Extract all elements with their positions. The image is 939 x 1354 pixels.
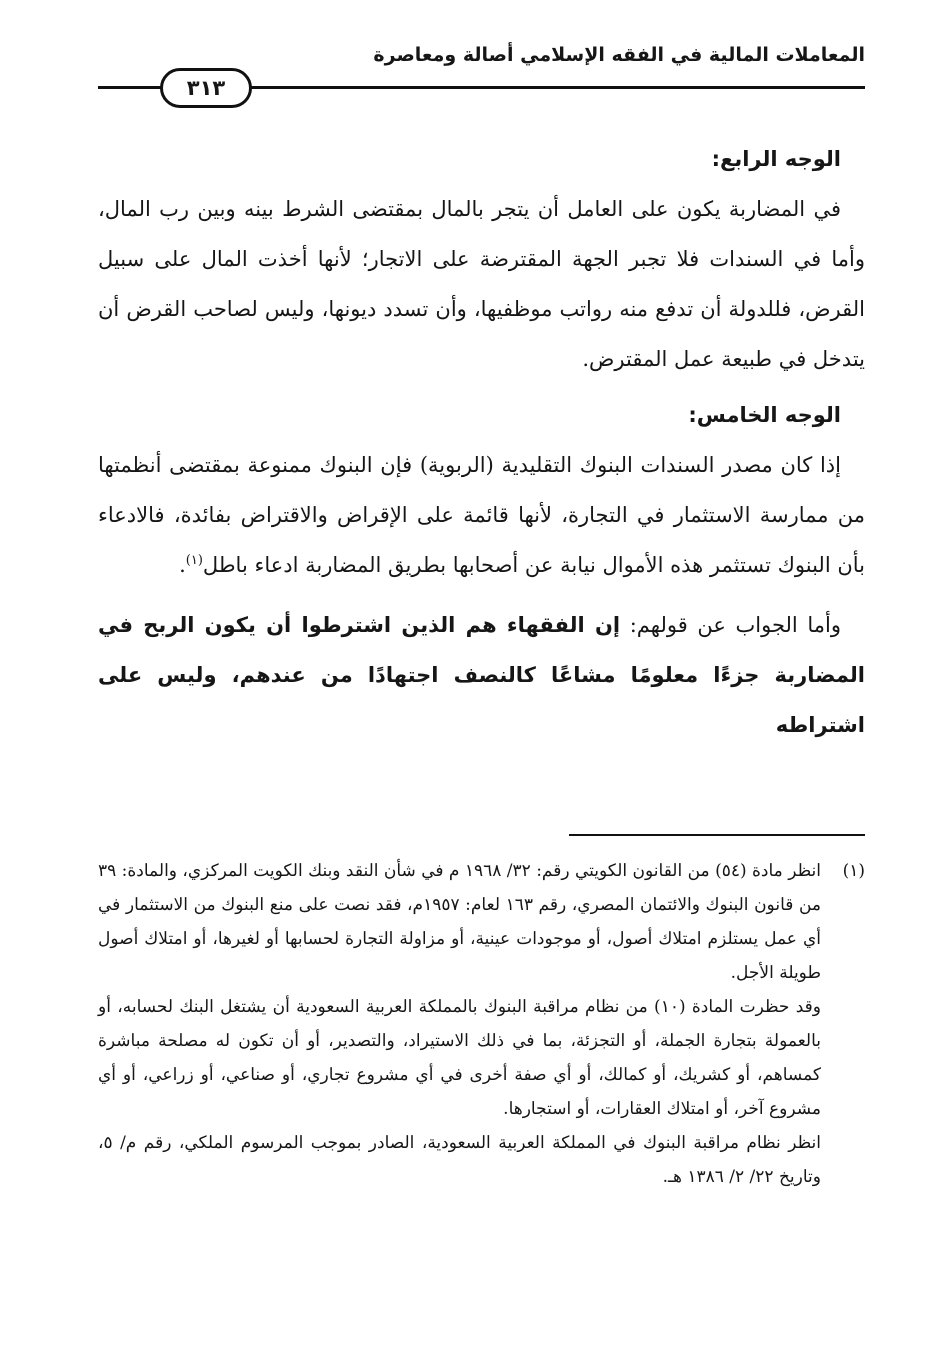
paragraph-answer	[98, 600, 865, 750]
book-page	[98, 0, 865, 1354]
footnote-1-paragraph-3: انظر نظام مراقبة البنوك في المملكة العربية السعودية، الصادر بموجب المرسوم الملكي، رقم م/ ٥، وتاريخ ٢٢/ ٢/ ١٣٨٦ هـ.	[98, 1133, 821, 1187]
heading-fifth-aspect: الوجه الخامس:	[688, 403, 841, 427]
page-number-badge: ٣١٣	[160, 68, 252, 108]
footnote-reference-1[interactable]: (١)	[185, 553, 203, 568]
footnote-1-number: (١)	[842, 861, 865, 881]
paragraph-fifth-aspect	[98, 440, 865, 590]
paragraph-fifth-aspect-text: إذا كان مصدر السندات البنوك التقليدية (الربوية) فإن البنوك ممنوعة بمقتضى أنظمتها من ممارسة الاستثمار في التجارة، لأنها قائمة على الإقراض والاقتراض بفائدة، فالادعاء بأن البنوك تستثمر هذه الأموال نيابة عن أصحابها بطريق المضاربة ادعاء باطل	[98, 453, 865, 577]
footnotes-section	[98, 854, 865, 1194]
paragraph-fourth-aspect: في المضاربة يكون على العامل أن يتجر بالمال بمقتضى الشرط بينه وبين رب المال، وأما في السندات فلا تجبر الجهة المقترضة على الاتجار؛ لأنها أخذت المال على سبيل القرض، فللدولة أن تدفع منه رواتب موظفيها، وأن تسدد ديونها، وليس لصاحب القرض أن يتدخل في طبيعة عمل المقترض.	[98, 197, 865, 371]
footnote-1	[98, 854, 865, 1194]
footnote-1-paragraph-1: انظر مادة (٥٤) من القانون الكويتي رقم: ٣٢/ ١٩٦٨ م في شأن النقد وبنك الكويت المركزي، والمادة: ٣٩ من قانون البنوك والائتمان المصري، رقم ١٦٣ لعام: ١٩٥٧م، فقد نصت على منع البنوك من الاستثمار في أي عمل يستلزم امتلاك أصول، أو موجودات عينية، أو مزاولة التجارة لحسابها أو لغيرها، أو امتلاك أصول طويلة الأجل.	[98, 861, 821, 983]
paragraph-fifth-aspect-end: .	[179, 553, 186, 577]
main-text	[98, 134, 865, 756]
footnote-1-paragraph-2: وقد حظرت المادة (١٠) من نظام مراقبة البنوك بالمملكة العربية السعودية أن يشتغل البنك لحسابه، أو بالعمولة بتجارة الجملة، أو التجزئة، بما في ذلك الاستيراد، والتصدير، أو أن تكون له مصلحة مباشرة كمساهم، أو كشريك، أو كمالك، أو أي صفة أخرى في أي مشروع تجاري، أو صناعي، أو زراعي، أو أي مشروع آخر، أو امتلاك العقارات، أو استجارها.	[98, 997, 821, 1119]
heading-fourth-aspect: الوجه الرابع:	[711, 147, 841, 171]
answer-quoted-claim: إن الفقهاء هم الذين اشترطوا أن يكون الربح في المضاربة جزءًا معلومًا مشاعًا كالنصف اجتهادًا من عندهم، وليس على اشتراطه	[98, 613, 865, 737]
footnote-separator	[569, 834, 865, 836]
running-title: المعاملات المالية في الفقه الإسلامي أصالة ومعاصرة	[373, 44, 865, 66]
answer-intro: وأما الجواب عن قولهم:	[620, 613, 841, 637]
